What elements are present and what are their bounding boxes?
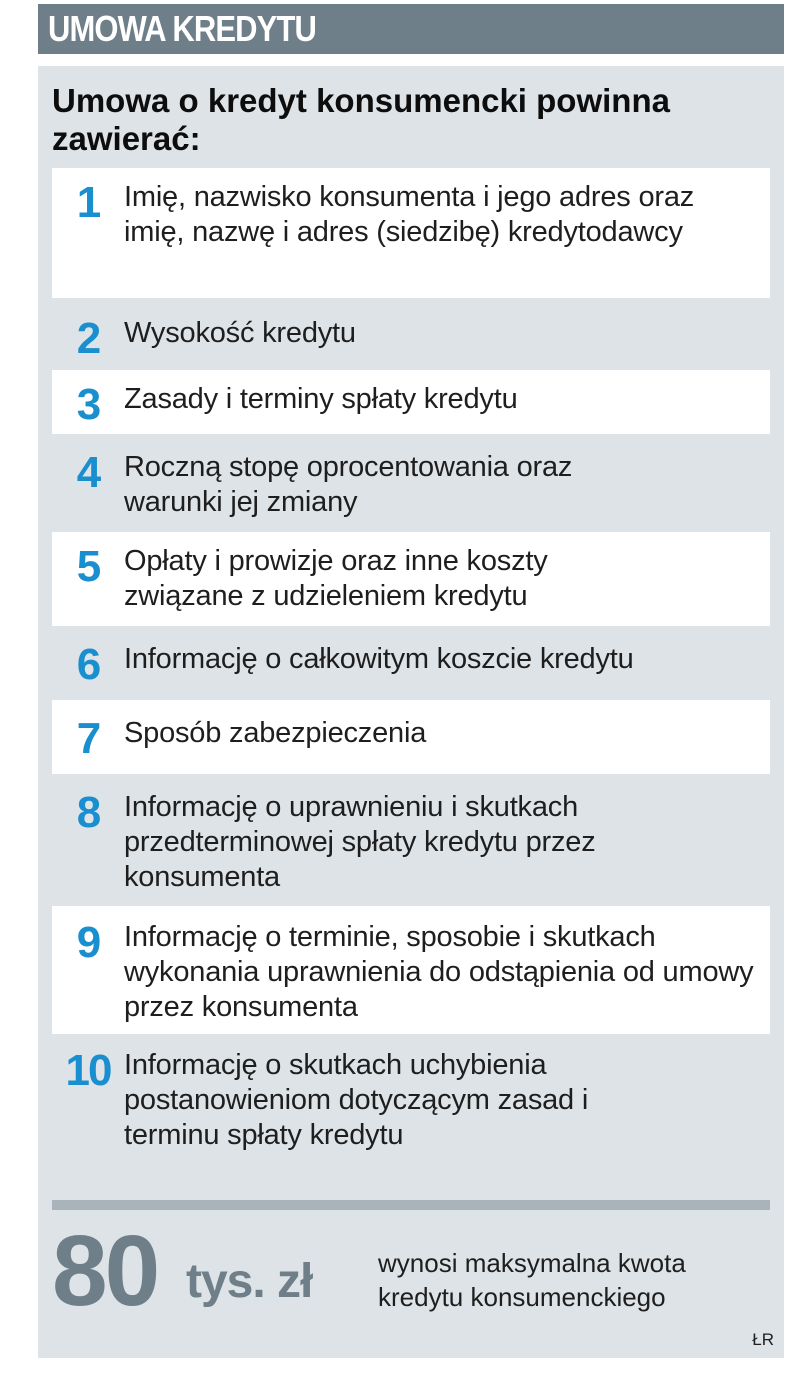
list-item [52,298,770,370]
stat-block [52,1216,770,1326]
stat-number: 80 [52,1215,158,1327]
list-item [52,434,770,532]
item-number: 5 [76,542,100,591]
header-title: UMOWA KREDYTU [48,8,317,49]
item-number: 4 [76,448,100,497]
item-text: Roczną stopę oprocentowania oraz warunki jej zmiany [124,451,573,518]
author-credit: ŁR [752,1330,774,1349]
divider [52,1200,770,1210]
stat-unit: tys. zł [186,1255,313,1308]
item-text: Informację o całkowitym koszcie kredytu [124,643,634,675]
list-item [52,700,770,774]
item-number: 3 [76,380,100,429]
item-number: 10 [65,1046,111,1095]
requirements-list [52,168,770,1154]
item-text: Opłaty i prowizje oraz inne koszty związane z udzieleniem kredytu [124,545,548,612]
list-item [52,906,770,1034]
content-panel [38,66,784,1358]
list-item [52,168,770,298]
stat-description: wynosi maksymalna kwota kredytu konsumenckiego [378,1248,686,1312]
item-text: Informację o uprawnieniu i skutkach przedterminowej spłaty kredytu przez konsumenta [124,791,596,893]
list-item [52,532,770,626]
item-number: 7 [76,714,100,763]
item-text: Sposób zabezpieczenia [124,717,427,749]
panel-heading: Umowa o kredyt konsumencki powinna zawierać: [52,82,670,157]
item-number: 1 [76,178,100,227]
list-item [52,370,770,434]
header-bar [38,4,784,54]
item-text: Wysokość kredytu [124,317,356,349]
item-text: Informację o terminie, sposobie i skutkach wykonania uprawnienia do odstąpienia od umowy przez konsumenta [124,921,754,1023]
item-text: Zasady i terminy spłaty kredytu [124,383,518,415]
item-text: Informację o skutkach uchybienia postanowieniom dotyczącym zasad i terminu spłaty kredytu [124,1049,589,1151]
item-text: Imię, nazwisko konsumenta i jego adres oraz imię, nazwę i adres (siedzibę) kredytodawcy [124,181,695,248]
list-item [52,1034,770,1154]
item-number: 8 [76,788,100,837]
item-number: 9 [76,918,100,967]
list-item [52,774,770,906]
list-item [52,626,770,700]
item-number: 6 [76,640,100,689]
item-number: 2 [76,314,100,363]
